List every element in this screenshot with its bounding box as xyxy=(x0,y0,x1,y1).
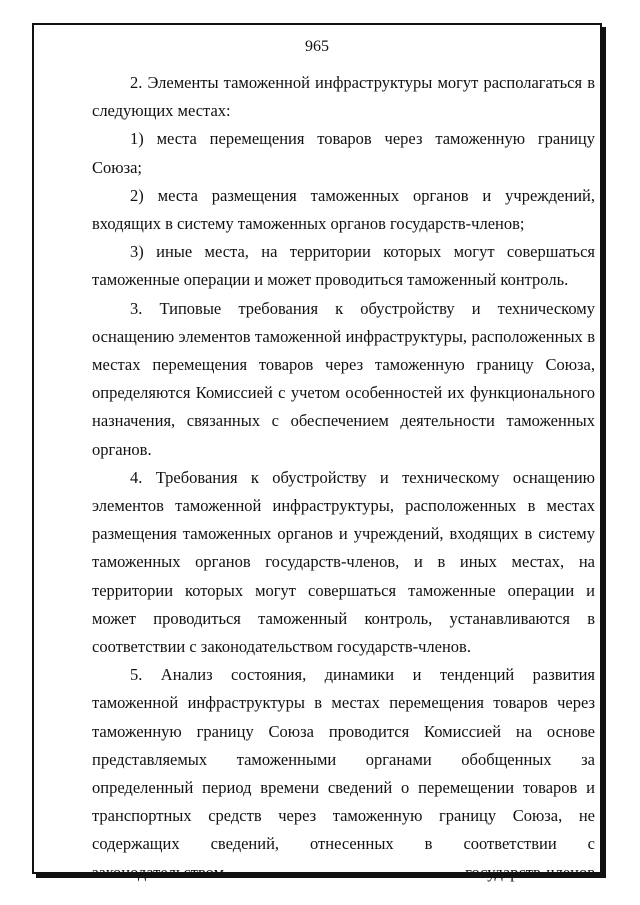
document-body xyxy=(92,69,595,887)
paragraph-item-3: 3) иные места, на территории которых могут совершаться таможенные операции и может проводиться таможенный контроль. xyxy=(92,242,595,290)
page-number: 965 xyxy=(305,38,329,55)
paragraph-item-2: 2) места размещения таможенных органов и учреждений, входящих в систему таможенных органов государств-членов; xyxy=(92,185,595,234)
document-page xyxy=(32,23,602,882)
paragraph-item-1: 1) места перемещения товаров через таможенную границу Союза; xyxy=(92,129,595,177)
paragraph-clause-3: 3. Типовые требования к обустройству и техническому оснащению элементов таможенной инфраструктуры, расположенных в местах перемещения товаров через таможенную границу Союза, определяются Комиссией с учетом особенностей их функционального назначения, связанных с обеспечением деятельности таможенных органов. xyxy=(92,298,595,459)
paragraph-clause-2: 2. Элементы таможенной инфраструктуры могут располагаться в следующих местах: xyxy=(92,73,595,121)
paragraph-clause-4: 4. Требования к обустройству и техническому оснащению элементов таможенной инфраструктуры, расположенных в местах размещения таможенных органов и учреждений, входящих в систему таможенных органов государств-членов, и в иных местах, на территории которых могут совершаться таможенные операции и может проводиться таможенный контроль, устанавливаются в соответствии с законодательством государств-членов. xyxy=(92,467,595,657)
paragraph-clause-5: 5. Анализ состояния, динамики и тенденций развития таможенной инфраструктуры в местах перемещения товаров через таможенную границу Союза проводится Комиссией на основе представляемых таможенными органами обобщенных за определенный период времени сведений о перемещении товаров и транспортных средств через таможенную границу Союза, не содержащих сведений, отнесенных в соответствии с законодательством государств-членов xyxy=(92,665,595,882)
